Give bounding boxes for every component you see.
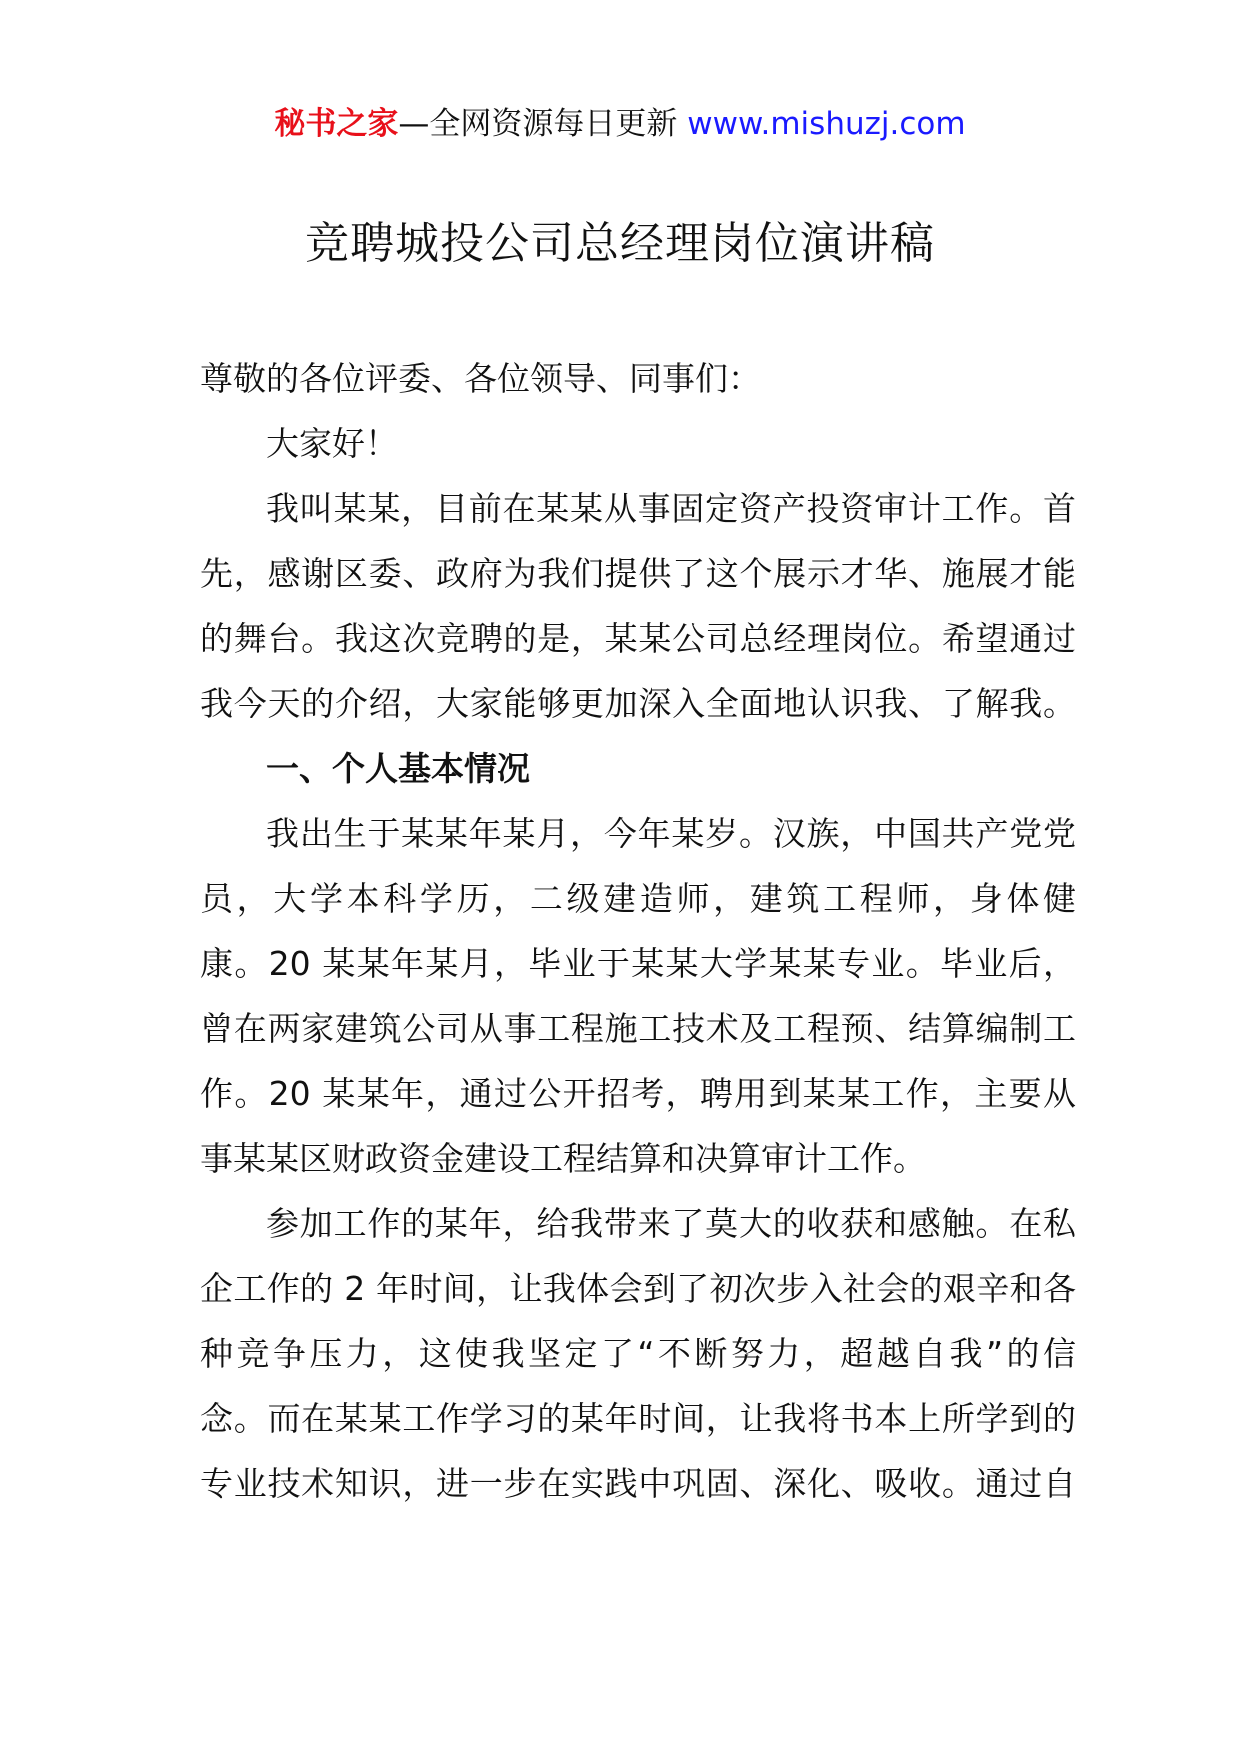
paragraph-line: 念。而在某某工作学习的某年时间，让我将书本上所学到的 bbox=[200, 1399, 1076, 1438]
paragraph-line: 参加工作的某年，给我带来了莫大的收获和感触。在私 bbox=[266, 1204, 1076, 1243]
paragraph-line: 员，大学本科学历，二级建造师，建筑工程师，身体健 bbox=[200, 879, 1076, 918]
paragraph-line: 种竞争压力，这使我坚定了“不断努力，超越自我”的信 bbox=[200, 1334, 1076, 1373]
paragraph-line: 康。20 某某年某月，毕业于某某大学某某专业。毕业后， bbox=[200, 944, 1076, 983]
paragraph-line: 专业技术知识，进一步在实践中巩固、深化、吸收。通过自 bbox=[200, 1464, 1076, 1503]
header-brand: 秘书之家 bbox=[274, 106, 399, 142]
document-body bbox=[200, 346, 1076, 1516]
paragraph-line: 我今天的介绍，大家能够更加深入全面地认识我、了解我。 bbox=[200, 684, 1076, 723]
paragraph-personal-info bbox=[200, 801, 1076, 1191]
paragraph-line: 曾在两家建筑公司从事工程施工技术及工程预、结算编制工 bbox=[200, 1009, 1076, 1048]
paragraph-intro bbox=[200, 476, 1076, 736]
document-title: 竞聘城投公司总经理岗位演讲稿 bbox=[305, 218, 935, 269]
paragraph-experience bbox=[200, 1191, 1076, 1516]
page-header bbox=[0, 100, 1240, 148]
paragraph-line: 的舞台。我这次竞聘的是，某某公司总经理岗位。希望通过 bbox=[200, 619, 1076, 658]
paragraph-line: 我出生于某某年某月，今年某岁。汉族，中国共产党党 bbox=[266, 814, 1076, 853]
greeting: 大家好！ bbox=[266, 424, 398, 463]
header-site-url: www.mishuzj.com bbox=[687, 106, 966, 142]
salutation: 尊敬的各位评委、各位领导、同事们： bbox=[200, 359, 761, 398]
header-tagline: —全网资源每日更新 bbox=[398, 106, 678, 142]
paragraph-line: 我叫某某，目前在某某从事固定资产投资审计工作。首 bbox=[266, 489, 1076, 528]
paragraph-line: 先，感谢区委、政府为我们提供了这个展示才华、施展才能 bbox=[200, 554, 1076, 593]
paragraph-line: 作。20 某某年，通过公开招考，聘用到某某工作，主要从 bbox=[200, 1074, 1076, 1113]
paragraph-line: 企工作的 2 年时间，让我体会到了初次步入社会的艰辛和各 bbox=[200, 1269, 1076, 1308]
section-heading-personal-info: 一、个人基本情况 bbox=[266, 749, 530, 788]
paragraph-line: 事某某区财政资金建设工程结算和决算审计工作。 bbox=[200, 1139, 926, 1178]
